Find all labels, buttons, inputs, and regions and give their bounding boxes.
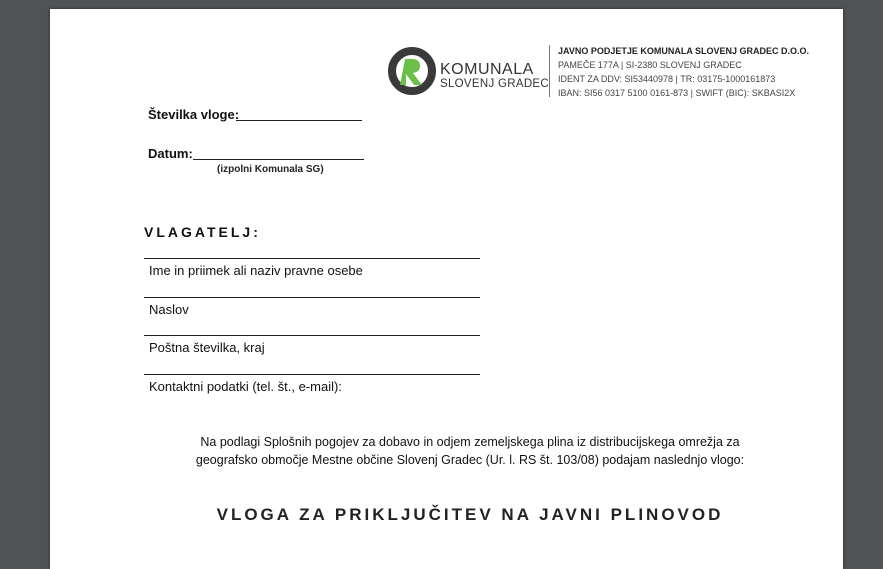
applicant-contact-line[interactable] xyxy=(144,374,480,375)
intro-line-2: geografsko območje Mestne občine Slovenj Gradec (Ur. l. RS št. 103/08) podajam naslednjo vlogo: xyxy=(195,453,745,467)
applicant-postal-line[interactable] xyxy=(144,335,480,336)
applicant-name-label: Ime in priimek ali naziv pravne osebe xyxy=(149,263,363,278)
application-number-label: Številka vloge: xyxy=(148,107,240,122)
company-name: JAVNO PODJETJE KOMUNALA SLOVENJ GRADEC D.O.O. xyxy=(558,46,810,56)
document-title: VLOGA ZA PRIKLJUČITEV NA JAVNI PLINOVOD xyxy=(216,505,724,524)
date-line[interactable] xyxy=(193,159,364,160)
komunala-logo-icon xyxy=(386,45,438,97)
brand-name: KOMUNALA xyxy=(440,61,534,78)
date-label: Datum: xyxy=(148,146,193,161)
intro-paragraph xyxy=(150,433,790,469)
company-bank-info: IBAN: SI56 0317 5100 0161-873 | SWIFT (BIC): SKBASI2X xyxy=(558,88,796,98)
applicant-postal-label: Poštna številka, kraj xyxy=(149,340,265,355)
applicant-heading: VLAGATELJ: xyxy=(144,224,261,240)
applicant-contact-label: Kontaktni podatki (tel. št., e-mail): xyxy=(149,379,342,394)
document-page xyxy=(50,9,843,569)
intro-line-1: Na podlagi Splošnih pogojev za dobavo in odjem zemeljskega plina iz distribucijskega omrežja za xyxy=(200,435,740,449)
company-info xyxy=(558,44,809,100)
applicant-address-line[interactable] xyxy=(144,297,480,298)
company-tax-info: IDENT ZA DDV: SI53440978 | TR: 03175-1000161873 xyxy=(558,74,776,84)
fill-note: (izpolni Komunala SG) xyxy=(217,164,324,175)
applicant-address-label: Naslov xyxy=(149,302,189,317)
brand-subtitle: SLOVENJ GRADEC xyxy=(440,78,550,90)
company-address: PAMEČE 177A | SI-2380 SLOVENJ GRADEC xyxy=(558,60,742,70)
applicant-name-line[interactable] xyxy=(144,258,480,259)
header-divider xyxy=(549,45,550,97)
application-number-line[interactable] xyxy=(236,120,362,121)
